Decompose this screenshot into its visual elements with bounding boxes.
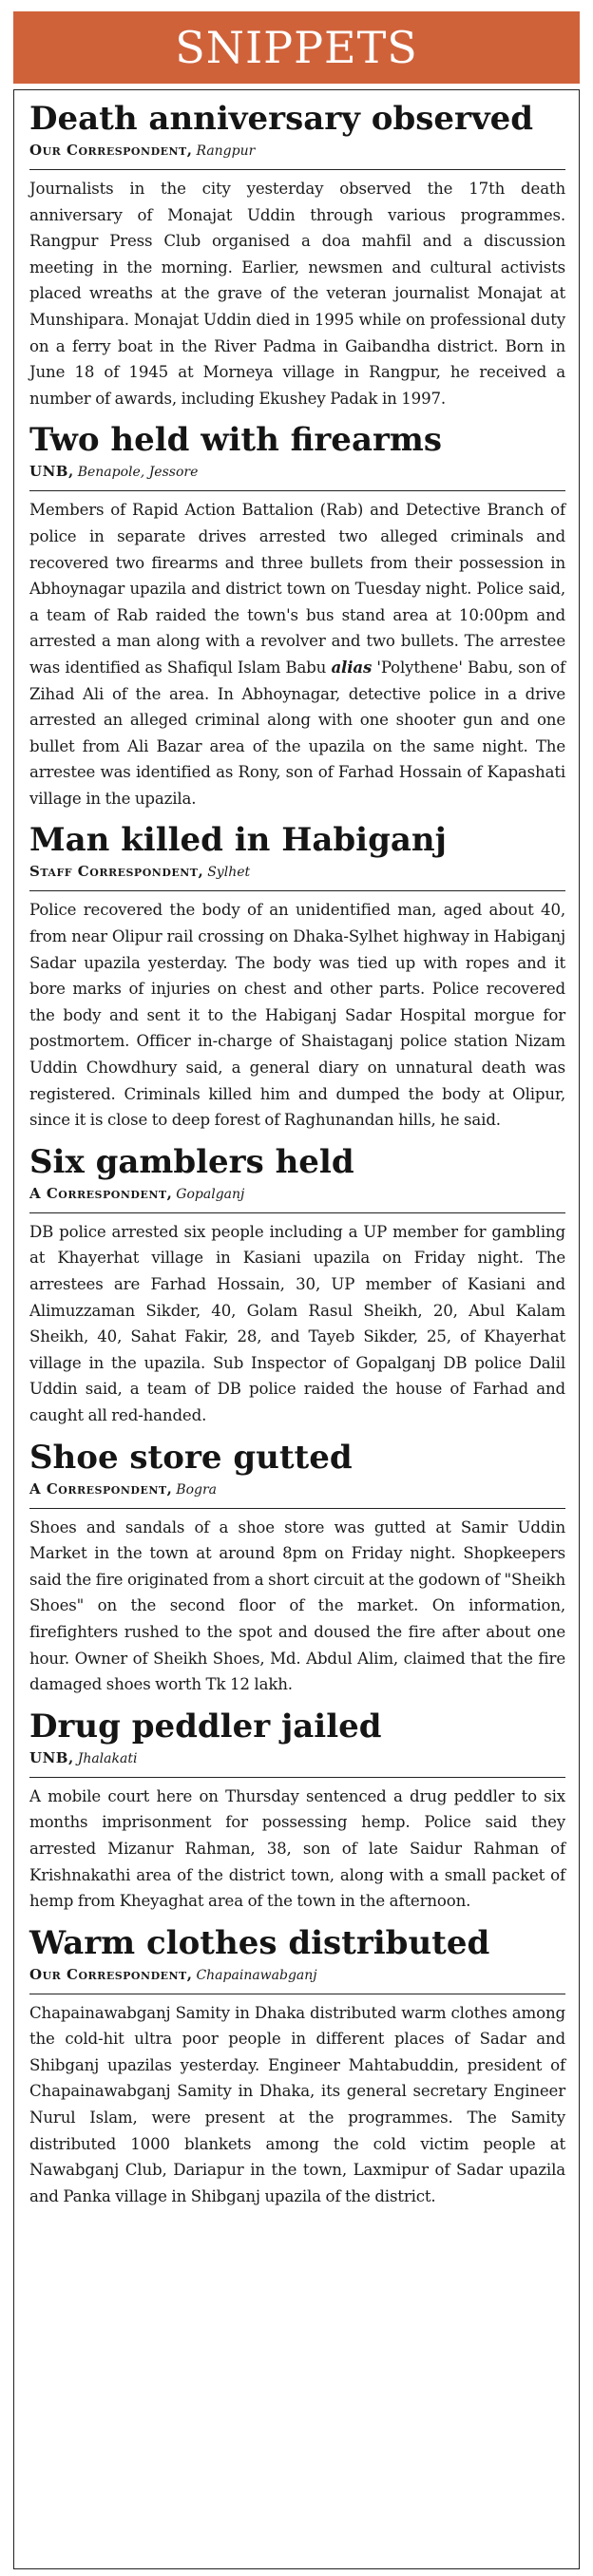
story-body: DB police arrested six people including a UP member for gambling at Khayerhat village in Kasiani upazila on Friday night. The arrestees are Farhad Hossain, 30, UP member of Kasiani and Alimuzzaman Sikder, 40, Golam Rasul Sheikh, 20, Abul Kalam Sheikh, 40, Sahat Fakir, 28, and Tayeb Sikder, 25, of Khayerhat village in the upazila. Sub Inspector of Gopalganj DB police Dalil Uddin said, a team of DB police raided the house of Farhad and caught all red-handed. <box>29 1222 565 1424</box>
byline-source: A Correspondent, <box>29 1479 173 1498</box>
story-two-held-firearms <box>29 419 565 811</box>
byline-place: Benapole, Jessore <box>77 465 199 481</box>
story-death-anniversary <box>29 98 565 411</box>
byline-source: Our Correspondent, <box>29 1965 193 1983</box>
byline-place: Chapainawabganj <box>196 1967 317 1983</box>
story-drug-peddler <box>29 1706 565 1915</box>
story-body-part: Members of Rapid Action Battalion (Rab) and Detective Branch of police in separate drives arrested two alleged criminals and recovered two firearms and three bullets from their possession in Abhoynagar upazila and district town on Tuesday night. Police said, a team of Rab raided the town's bus stand area at 10:00pm and arrested a man along with a revolver and two bullets. The arrestee was identified as Shafiqul Islam Babu <box>29 501 565 677</box>
story-headline: Man killed in Habiganj <box>29 821 447 860</box>
story-body: Shoes and sandals of a shoe store was gutted at Samir Uddin Market in the town at around 8pm on Friday night. Shopkeepers said the fire originated from a short circuit at the godown of "Sheikh Shoes" on the second floor of the market. On information, firefighters rushed to the spot and doused the fire after about one hour. Owner of Sheikh Shoes, Md. Abdul Alim, claimed that the fire damaged shoes worth Tk 12 lakh. <box>29 1517 565 1694</box>
story-headline: Drug peddler jailed <box>29 1707 382 1746</box>
byline-place: Bogra <box>176 1481 218 1498</box>
byline-place: Rangpur <box>196 143 256 159</box>
story-body-part: 'Polythene' Babu, son of Zihad Ali of the area. In Abhoynagar, detective police in a drive arrested an alleged criminal along with one shooter gun and one bullet from Ali Bazar area of the upazila on the same night. The arrestee was identified as Rony, son of Farhad Hossain of Kapashati village in the upazila. <box>29 658 565 808</box>
story-warm-clothes <box>29 1922 565 2210</box>
byline-source: UNB, <box>29 1748 74 1766</box>
story-headline: Warm clothes distributed <box>29 1923 490 1962</box>
story-body: Chapainawabganj Samity in Dhaka distributed warm clothes among the cold-hit ultra poor people in different places of Sadar and Shibganj upazilas yesterday. Engineer Mahtabuddin, president of Chapainawabganj Samity in Dhaka, its general secretary Engineer Nurul Islam, were present at the programmes. The Samity distributed 1000 blankets among the cold victim people at Nawabganj Club, Dariapur in the town, Laxmipur of Sadar upazila and Panka village in Shibganj upazila of the district. <box>29 2003 565 2205</box>
byline-source: UNB, <box>29 463 74 481</box>
story-headline: Death anniversary observed <box>29 100 534 138</box>
story-body: A mobile court here on Thursday sentenced a drug peddler to six months imprisonment for possessing hemp. Police said they arrested Mizanur Rahman, 38, son of late Saidur Rahman of Krishnakathi area of the district town, along with a small packet of hemp from Kheyaghat area of the town in the afternoon. <box>29 1786 565 1911</box>
story-byline <box>29 461 565 491</box>
byline-source: A Correspondent, <box>29 1184 173 1202</box>
snippets-box <box>13 89 580 2569</box>
story-byline <box>29 1479 565 1509</box>
byline-place: Gopalganj <box>176 1186 245 1202</box>
story-man-killed <box>29 819 565 1133</box>
story-byline <box>29 140 565 170</box>
byline-place: Jhalakati <box>77 1750 138 1766</box>
story-headline: Two held with firearms <box>29 421 442 460</box>
story-byline <box>29 1747 565 1778</box>
story-body: Journalists in the city yesterday observed the 17th death anniversary of Monajat Uddin through various programmes. Rangpur Press Club organised a doa mahfil and a discussion meeting in the morning. Earlier, newsmen and cultural activists placed wreaths at the grave of the veteran journalist Monajat at Munshipara. Monajat Uddin died in 1995 while on professional duty on a ferry boat in the River Padma in Gaibandha district. Born in June 18 of 1945 at Morneya village in Rangpur, he received a number of awards, including Ekushey Padak in 1997. <box>29 180 565 408</box>
story-byline <box>29 861 565 891</box>
story-body <box>29 497 565 811</box>
story-body: Police recovered the body of an unidentified man, aged about 40, from near Olipur rail crossing on Dhaka-Sylhet highway in Habiganj Sadar upazila yesterday. The body was tied up with ropes and it bore marks of injuries on chest and other parts. Police recovered the body and sent it to the Habiganj Sadar Hospital morgue for postmortem. Officer in-charge of Shaistaganj police station Nizam Uddin Chowdhury said, a general diary on unnatural death was registered. Criminals killed him and dumped the body at Olipur, since it is close to deep forest of Raghunandan hills, he said. <box>29 901 565 1130</box>
byline-place: Sylhet <box>207 865 251 881</box>
story-byline <box>29 1183 565 1213</box>
story-shoe-store <box>29 1437 565 1698</box>
story-headline: Shoe store gutted <box>29 1438 353 1477</box>
story-headline: Six gamblers held <box>29 1142 354 1181</box>
section-title: SNIPPETS <box>175 22 418 73</box>
byline-source: Our Correspondent, <box>29 142 193 159</box>
story-body-alias: alias <box>331 657 373 677</box>
story-six-gamblers <box>29 1141 565 1429</box>
byline-source: Staff Correspondent, <box>29 863 204 881</box>
section-banner <box>13 11 580 84</box>
story-byline <box>29 1964 565 1994</box>
